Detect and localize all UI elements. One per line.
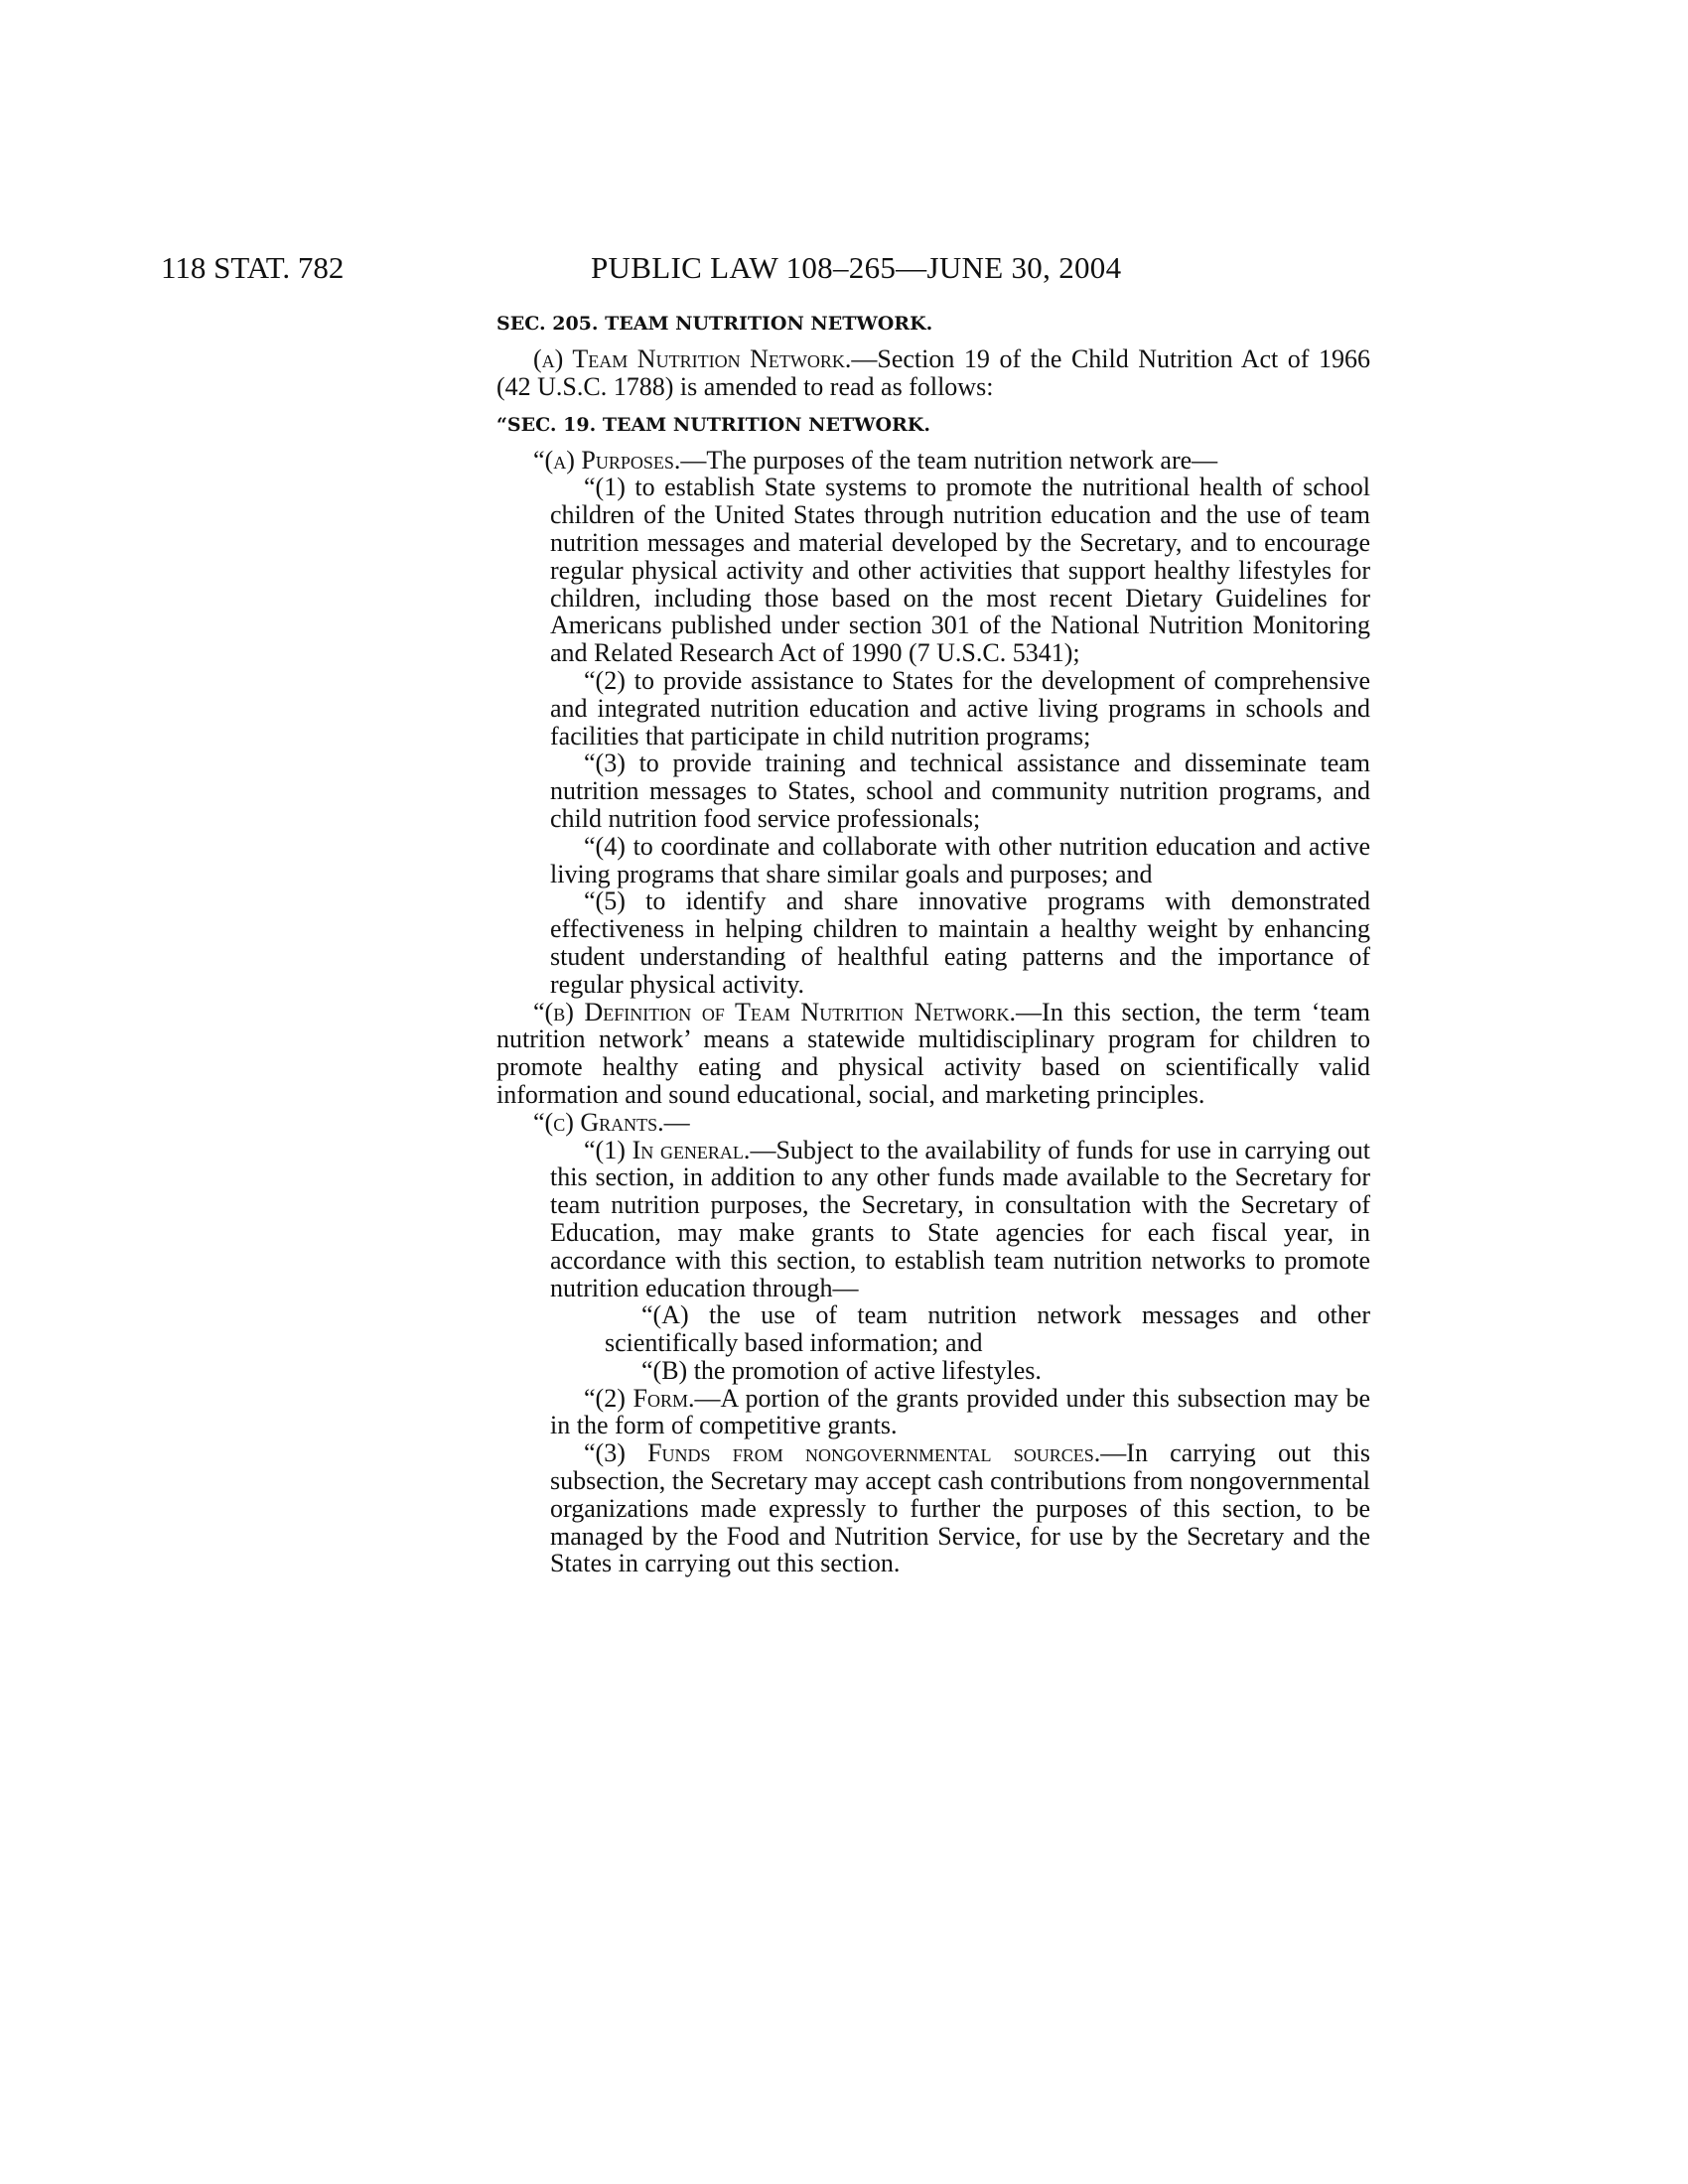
section-heading: SEC. 205. TEAM NUTRITION NETWORK. [496,313,933,335]
inserted-section-heading: “SEC. 19. TEAM NUTRITION NETWORK. [496,413,930,436]
grants-caption: “(c) Grants. [533,1107,664,1137]
purpose-item-4: “(4) to coordinate and collaborate with other nutrition education and active living programs that share similar goals and purposes; and [550,831,1370,888]
grants-dash: — [663,1107,690,1137]
purposes-caption: “(a) Purposes. [533,445,681,475]
definition-paragraph [496,999,1370,1109]
section-a-text: —Section 19 of the Child Nutrition Act of 1966 (42 U.S.C. 1788) is amended to read as follows: [496,344,1370,401]
grants-subitem-a: “(A) the use of team nutrition network messages and other scientifically based information; and [605,1300,1370,1358]
purposes-text: —The purposes of the team nutrition network are— [680,445,1218,475]
document-body [496,308,1370,1577]
stat-page-reference: 118 STAT. 782 [161,250,345,285]
grants-funds-text: —In carrying out this subsection, the Secretary may accept cash contributions from nongovernmental organizations made expressly to further the purposes of this section, to be managed by the Food and Nutrition Service, for use by the Secretary and the States in carrying out this section. [550,1438,1370,1578]
definition-text: —In this section, the term ‘team nutrition network’ means a statewide multidisciplinary program for children to promote healthy eating and physical activity based on scientifically valid information and sound educational, social, and marketing principles. [496,997,1370,1109]
page-header [0,248,1688,288]
purpose-item-3: “(3) to provide training and technical assistance and disseminate team nutrition messages to States, school and community nutrition programs, and child nutrition food service professionals; [550,749,1370,833]
running-title: PUBLIC LAW 108–265—JUNE 30, 2004 [591,250,1122,285]
section-a-paragraph [496,345,1370,401]
purposes-intro [496,447,1370,475]
section-a-caption: (a) Team Nutrition Network. [533,344,852,373]
grants-general-text: —Subject to the availability of funds for use in carrying out this section, in addition to any other funds made available to the Secretary for team nutrition purposes, the Secretary, in consultation with the Secretary of Education, may make grants to State agencies for each fiscal year, in accordance with this section, to establish team nutrition networks to promote nutrition education through— [550,1135,1370,1302]
grants-general-caption: “(1) In general. [584,1135,751,1164]
purpose-item-2: “(2) to provide assistance to States for the development of comprehensive and integrated nutrition education and active living programs in schools and facilities that participate in child nutrition programs; [550,665,1370,751]
grants-funds-paragraph [550,1439,1370,1577]
grants-form-caption: “(2) Form. [584,1383,695,1413]
purpose-item-5: “(5) to identify and share innovative programs with demonstrated effectiveness in helping children to maintain a healthy weight by enhancing student understanding of healthful eating patterns and the importance of regular physical activity. [550,887,1370,999]
grants-general-paragraph [550,1137,1370,1302]
grants-subitem-b: “(B) the promotion of active lifestyles. [641,1355,1042,1385]
grants-form-paragraph [550,1385,1370,1440]
definition-caption: “(b) Definition of Team Nutrition Network. [533,997,1017,1026]
grants-form-text: —A portion of the grants provided under this subsection may be in the form of competitive grants. [550,1383,1370,1440]
grants-funds-caption: “(3) Funds from nongovernmental sources. [584,1438,1101,1468]
grants-heading [496,1109,1370,1137]
purpose-item-1: “(1) to establish State systems to promote the nutritional health of school children of the United States through nutrition education and the use of team nutrition messages and material developed by the Secretary, and to encourage regular physical activity and other activities that support healthy lifestyles for children, including those based on the most recent Dietary Guidelines for Americans published under section 301 of the National Nutrition Monitoring and Related Research Act of 1990 (7 U.S.C. 5341); [550,473,1370,668]
